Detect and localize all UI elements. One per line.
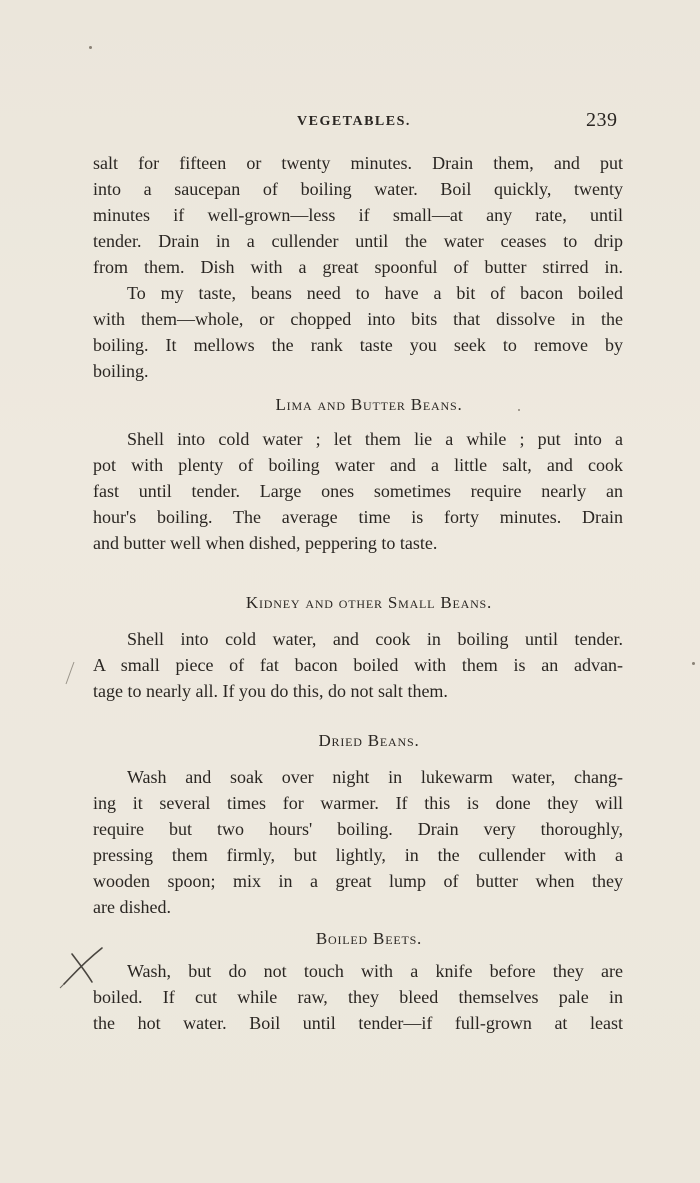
text-line: Wash, but do not touch with a knife before they are [127,961,623,981]
text-line: wooden spoon; mix in a great lump of butter when they [93,871,623,891]
paper-speck [692,662,695,665]
body-text [93,150,623,1036]
text-line: with them—whole, or chopped into bits that dissolve in the [93,309,623,329]
text-line: Shell into cold water ; let them lie a while ; put into a [127,429,623,449]
running-title: VEGETABLES. [297,114,411,129]
text-line: Wash and soak over night in lukewarm water, chang- [127,767,623,787]
section-heading-lima-beans: Lima and Butter Beans. [275,395,463,414]
text-line: boiling. It mellows the rank taste you seek to remove by [93,335,623,355]
section-heading-boiled-beets: Boiled Beets. [315,929,423,948]
text-line: tender. Drain in a cullender until the water ceases to drip [93,231,623,251]
text-line: ing it several times for warmer. If this is done they will [93,793,623,813]
text-line: fast until tender. Large ones sometimes require nearly an [93,481,623,501]
page-number: 239 [586,109,618,131]
text-line: minutes if well-grown—less if small—at any rate, until [93,205,623,225]
section-heading-kidney-beans: Kidney and other Small Beans. [245,593,493,612]
text-line: from them. Dish with a great spoonful of butter stirred in. [93,257,623,277]
text-line: and butter well when dished, peppering to taste. [93,533,438,553]
beets-paragraph [93,958,623,1036]
text-line: the hot water. Boil until tender—if full-grown at least [93,1013,623,1033]
dried-paragraph [93,764,623,920]
text-line: pot with plenty of boiling water and a little salt, and cook [93,455,623,475]
text-line: boiled. If cut while raw, they bleed themselves pale in [93,987,623,1007]
lima-paragraph [93,426,623,556]
bacon-paragraph [93,280,623,384]
text-line: tage to nearly all. If you do this, do not salt them. [93,681,448,701]
text-line: into a saucepan of boiling water. Boil quickly, twenty [93,179,623,199]
pencil-tick-icon [64,660,76,686]
kidney-paragraph [93,626,623,704]
text-line: require but two hours' boiling. Drain very thoroughly, [93,819,623,839]
text-line: hour's boiling. The average time is forty minutes. Drain [93,507,623,527]
text-line: To my taste, beans need to have a bit of bacon boiled [127,283,623,303]
paper-speck [518,409,520,411]
text-line: salt for fifteen or twenty minutes. Drain them, and put [93,153,623,173]
text-line: Shell into cold water, and cook in boiling until tender. [127,629,623,649]
text-line: pressing them firmly, but lightly, in the cullender with a [93,845,623,865]
text-line: A small piece of fat bacon boiled with them is an advan- [93,655,623,675]
page-header [0,108,700,138]
text-line: are dished. [93,897,171,917]
paper-speck [89,46,92,49]
handwritten-x-mark-icon [58,942,108,992]
section-heading-dried-beans: Dried Beans. [318,731,420,750]
text-line: boiling. [93,361,149,381]
continuation-paragraph [93,150,623,280]
